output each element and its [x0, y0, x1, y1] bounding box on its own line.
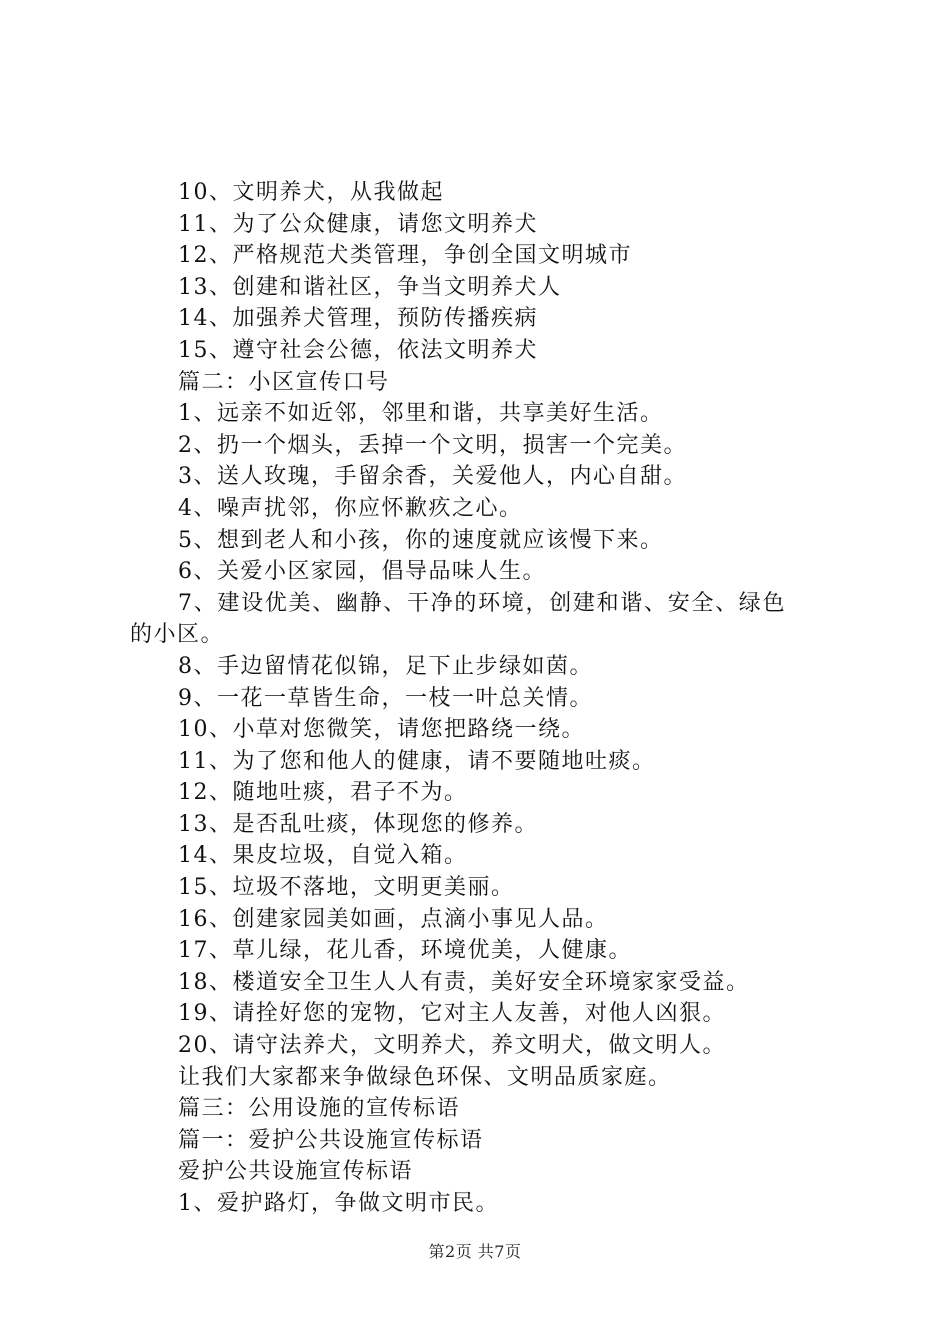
text-line: 8、手边留情花似锦，足下止步绿如茵。 — [178, 653, 593, 679]
text-line: 4、噪声扰邻，你应怀歉疚之心。 — [178, 495, 523, 521]
text-line: 10、文明养犬，从我做起 — [178, 180, 444, 205]
text-line: 5、想到老人和小孩，你的速度就应该慢下来。 — [178, 527, 664, 553]
text-line: 12、严格规范犬类管理，争创全国文明城市 — [178, 243, 632, 269]
text-line: 18、楼道安全卫生人人有责，美好安全环境家家受益。 — [178, 969, 750, 995]
section-heading: 篇三：公用设施的宣传标语 — [178, 1096, 461, 1122]
text-line: 14、果皮垃圾，自觉入箱。 — [178, 843, 468, 869]
text-line: 让我们大家都来争做绿色环保、文明品质家庭。 — [178, 1064, 672, 1090]
section-heading: 篇二：小区宣传口号 — [178, 369, 390, 395]
text-line: 7、建设优美、幽静、干净的环境，创建和谐、安全、绿色 — [178, 590, 787, 616]
text-line: 14、加强养犬管理，预防传播疾病 — [178, 306, 538, 332]
text-line: 3、送人玫瑰，手留余香，关爱他人，内心自甜。 — [178, 464, 687, 490]
text-line: 15、遵守社会公德，依法文明养犬 — [178, 337, 538, 363]
text-line: 19、请拴好您的宠物，它对主人友善，对他人凶狠。 — [178, 1001, 726, 1027]
text-line: 13、创建和谐社区，争当文明养犬人 — [178, 274, 562, 300]
text-line: 1、爱护路灯，争做文明市民。 — [178, 1191, 499, 1216]
text-line: 2、扔一个烟头，丢掉一个文明，损害一个完美。 — [178, 432, 687, 458]
text-line: 11、为了您和他人的健康，请不要随地吐痰。 — [178, 748, 656, 774]
section-heading: 篇一：爱护公共设施宣传标语 — [178, 1127, 484, 1153]
document-body — [130, 177, 835, 1220]
text-line: 6、关爱小区家园，倡导品味人生。 — [178, 559, 546, 585]
text-line: 9、一花一草皆生命，一枝一叶总关情。 — [178, 685, 593, 711]
text-line: 10、小草对您微笑，请您把路绕一绕。 — [178, 717, 585, 743]
text-line: 1、远亲不如近邻，邻里和谐，共享美好生活。 — [178, 401, 664, 427]
text-line: 15、垃圾不落地，文明更美丽。 — [178, 875, 515, 901]
text-line: 17、草儿绿，花儿香，环境优美，人健康。 — [178, 938, 632, 964]
text-line: 20、请守法养犬，文明养犬，养文明犬，做文明人。 — [178, 1033, 726, 1059]
text-line: 11、为了公众健康，请您文明养犬 — [178, 211, 538, 237]
section-heading: 爱护公共设施宣传标语 — [178, 1159, 414, 1185]
page-footer: 第2页 共7页 — [428, 1242, 522, 1261]
text-line: 16、创建家园美如画，点滴小事见人品。 — [178, 906, 609, 932]
text-line-continuation: 的小区。 — [130, 622, 225, 648]
text-line: 13、是否乱吐痰，体现您的修养。 — [178, 811, 538, 837]
text-line: 12、随地吐痰，君子不为。 — [178, 780, 468, 806]
